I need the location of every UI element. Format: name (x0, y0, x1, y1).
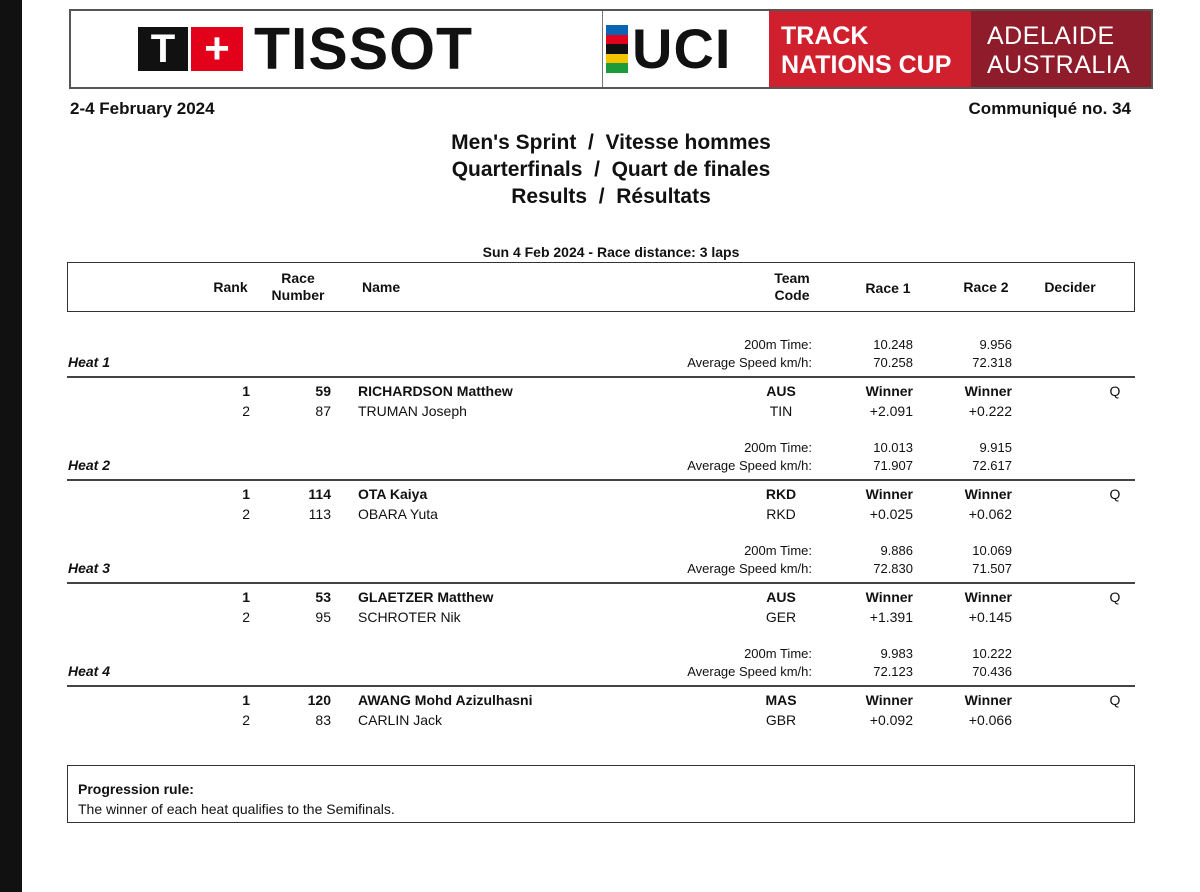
rider-name: RICHARDSON Matthew (358, 383, 513, 399)
rider-race2-result: Winner (964, 383, 1012, 399)
qualified-marker: Q (1109, 692, 1121, 708)
city-line-2: AUSTRALIA (987, 51, 1131, 79)
race2-average-speed: 71.507 (972, 561, 1012, 576)
col-team-code (752, 270, 832, 304)
stat-label-200m-time: 200m Time: (744, 543, 812, 558)
qualified-marker: Q (1109, 486, 1121, 502)
rainbow-stripes-icon (606, 25, 628, 73)
rider-name: OTA Kaiya (358, 486, 428, 502)
rider-race-number: 113 (308, 506, 331, 522)
qualified-marker: Q (1109, 383, 1121, 399)
col-rank: Rank (213, 279, 248, 295)
rider-name: GLAETZER Matthew (358, 589, 494, 605)
rider-rank: 1 (242, 692, 250, 708)
rider-race2-result: Winner (964, 589, 1012, 605)
stat-label-average-speed: Average Speed km/h: (687, 561, 812, 576)
col-race-2: Race 2 (963, 279, 1009, 295)
rider-race-number: 120 (307, 692, 331, 708)
heat-divider (67, 376, 1135, 378)
race2-average-speed: 72.318 (972, 355, 1012, 370)
col-race-number (258, 270, 338, 304)
communique-number: Communiqué no. 34 (968, 99, 1131, 118)
race2-average-speed: 70.436 (972, 664, 1012, 679)
race1-200m-time: 9.983 (880, 646, 913, 661)
rider-race-number: 59 (315, 383, 331, 399)
rider-rank: 1 (242, 589, 250, 605)
event-dates: 2-4 February 2024 (70, 99, 215, 118)
city-line-1: ADELAIDE (987, 22, 1115, 50)
rider-race1-result: +1.391 (869, 609, 913, 625)
rider-race2-result: Winner (964, 486, 1012, 502)
col-race-number-line2: Number (271, 287, 325, 303)
rider-race-number: 114 (308, 486, 331, 502)
stat-label-200m-time: 200m Time: (744, 440, 812, 455)
rider-race-number: 95 (315, 609, 331, 625)
race1-200m-time: 10.248 (873, 337, 913, 352)
rider-race1-result: +0.092 (869, 712, 913, 728)
rider-rank: 2 (242, 712, 250, 728)
event-banner (69, 9, 1153, 89)
rider-name: SCHROTER Nik (358, 609, 461, 625)
race1-average-speed: 70.258 (873, 355, 913, 370)
progression-rule-box (67, 765, 1135, 823)
rider-race-number: 53 (315, 589, 331, 605)
race2-200m-time: 10.069 (972, 543, 1012, 558)
race2-average-speed: 72.617 (972, 458, 1012, 473)
heat-divider (67, 685, 1135, 687)
rider-rank: 1 (242, 486, 250, 502)
race2-200m-time: 9.915 (979, 440, 1012, 455)
race1-average-speed: 72.123 (873, 664, 913, 679)
rider-team-code: AUS (766, 589, 796, 605)
uci-logo (602, 11, 769, 87)
tnc-line-1: TRACK (781, 22, 869, 50)
uci-wordmark: UCI (632, 17, 732, 80)
race1-200m-time: 10.013 (873, 440, 913, 455)
title-event: Men's Sprint / Vitesse hommes (451, 131, 771, 154)
rider-team-code: MAS (765, 692, 797, 708)
heat-label: Heat 2 (68, 457, 111, 473)
rider-race2-result: +0.222 (968, 403, 1012, 419)
stat-label-average-speed: Average Speed km/h: (687, 355, 812, 370)
title-results: Results / Résultats (511, 185, 711, 208)
rider-race-number: 83 (315, 712, 331, 728)
rider-team-code: TIN (769, 403, 793, 419)
rider-name: OBARA Yuta (358, 506, 438, 522)
race2-200m-time: 10.222 (972, 646, 1012, 661)
tnc-line-2: NATIONS CUP (781, 51, 952, 79)
heat-label: Heat 3 (68, 560, 111, 576)
race1-average-speed: 71.907 (873, 458, 913, 473)
rider-team-code: GER (765, 609, 797, 625)
col-name: Name (362, 279, 401, 295)
tissot-emblem (138, 24, 243, 73)
rider-race1-result: Winner (865, 486, 913, 502)
rider-rank: 1 (242, 383, 250, 399)
rider-rank: 2 (242, 609, 250, 625)
rider-team-code: GBR (765, 712, 797, 728)
rider-name: CARLIN Jack (358, 712, 443, 728)
rider-race-number: 87 (315, 403, 331, 419)
rider-race2-result: +0.062 (968, 506, 1012, 522)
heat-divider (67, 479, 1135, 481)
tissot-logo (71, 11, 602, 87)
qualified-marker: Q (1109, 589, 1121, 605)
race1-average-speed: 72.830 (873, 561, 913, 576)
rider-rank: 2 (242, 403, 250, 419)
progression-rule-text: The winner of each heat qualifies to the Semifinals. (78, 801, 395, 817)
stat-label-average-speed: Average Speed km/h: (687, 458, 812, 473)
rider-race1-result: +0.025 (869, 506, 913, 522)
col-race-1: Race 1 (865, 280, 911, 296)
race2-200m-time: 9.956 (979, 337, 1012, 352)
title-round: Quarterfinals / Quart de finales (451, 158, 771, 181)
rider-race1-result: Winner (865, 383, 913, 399)
race-date-distance: Sun 4 Feb 2024 - Race distance: 3 laps (482, 244, 740, 260)
rider-race2-result: +0.145 (968, 609, 1012, 625)
stat-label-200m-time: 200m Time: (744, 337, 812, 352)
rider-name: AWANG Mohd Azizulhasni (358, 692, 533, 708)
swiss-cross-icon: + (191, 27, 243, 71)
stat-label-average-speed: Average Speed km/h: (687, 664, 812, 679)
rider-race1-result: Winner (865, 589, 913, 605)
heat-label: Heat 1 (68, 354, 111, 370)
stat-label-200m-time: 200m Time: (744, 646, 812, 661)
rider-race1-result: +2.091 (869, 403, 913, 419)
col-team-line2: Code (774, 287, 810, 303)
col-race-number-line1: Race (281, 270, 315, 286)
tissot-wordmark: TISSOT (254, 16, 474, 82)
rider-team-code: AUS (766, 383, 796, 399)
document-title (22, 129, 1200, 210)
race1-200m-time: 9.886 (880, 543, 913, 558)
rider-team-code: RKD (765, 486, 797, 502)
document-page (22, 0, 1200, 892)
heat-divider (67, 582, 1135, 584)
rider-team-code: RKD (766, 506, 796, 522)
host-city-block (971, 11, 1151, 87)
rider-race2-result: Winner (964, 692, 1012, 708)
rider-race1-result: Winner (865, 692, 913, 708)
rider-rank: 2 (242, 506, 250, 522)
rider-race2-result: +0.066 (968, 712, 1012, 728)
col-decider: Decider (1044, 279, 1096, 295)
rider-name: TRUMAN Joseph (358, 403, 467, 419)
progression-rule-title: Progression rule: (78, 781, 194, 797)
heat-label: Heat 4 (68, 663, 111, 679)
results-table-header (67, 262, 1135, 312)
track-nations-cup-logo (769, 11, 971, 87)
tissot-t-mark: T (138, 27, 188, 71)
col-team-line1: Team (774, 270, 810, 286)
